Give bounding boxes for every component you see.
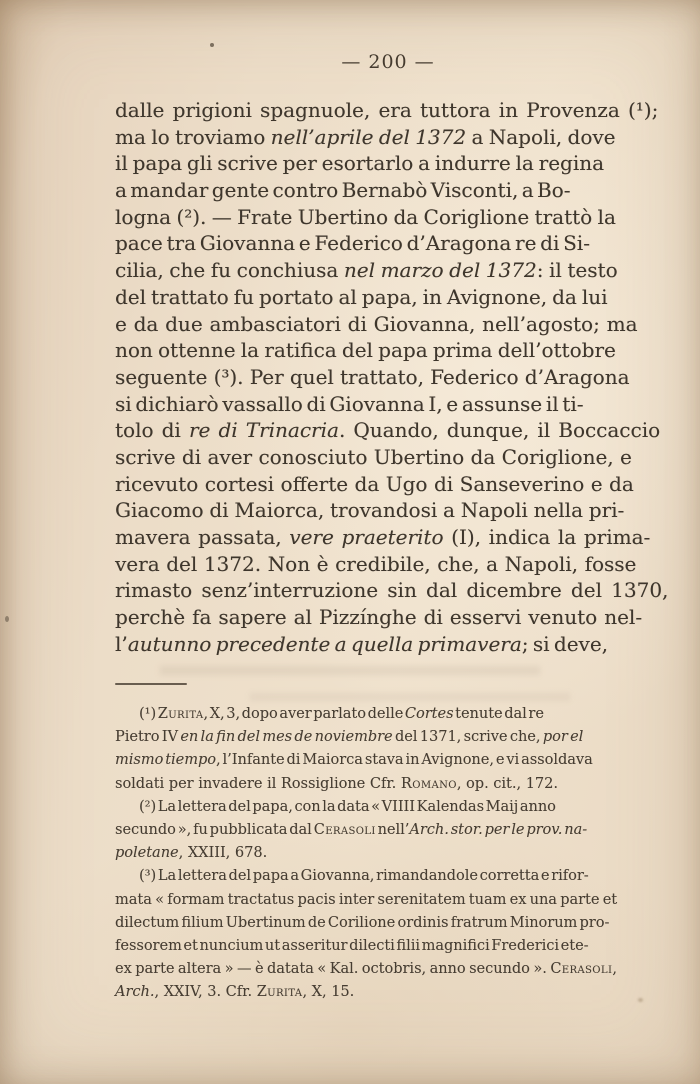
text-segment: re di Trinacria [188, 418, 339, 443]
text-line [115, 773, 647, 796]
text-segment: logna (²). — Frate Ubertino da Coriglione trattò la [115, 204, 616, 229]
text-segment: . Quando, dunque, il Boccaccio [338, 418, 661, 443]
text-line [115, 703, 647, 726]
text-segment: poletane [115, 845, 179, 862]
ink-bleedthrough [250, 693, 570, 701]
text-segment: vera del 1372. Non è credibile, che, a Napoli, fosse [115, 551, 637, 576]
text-segment: , X, 3, dopo aver parlato delle [203, 706, 405, 722]
text-segment: : il testo [536, 258, 618, 283]
text-segment: seguente (³). Per quel trattato, Federico d’Aragona [115, 364, 630, 389]
text-segment: Romano [400, 775, 457, 792]
text-segment: autunno precedente a quella primavera [127, 631, 522, 656]
text-line [115, 819, 647, 842]
text-segment: , l’Infante di Maiorca stava in Avignone, e vi assoldava [216, 752, 593, 769]
text-segment: ; si deve, [521, 631, 609, 656]
text-segment: en la fin del mes de noviembre [180, 729, 393, 746]
text-line [115, 631, 632, 658]
text-segment: tenute dal re [453, 706, 544, 722]
text-line [115, 497, 632, 524]
text-line [115, 204, 632, 231]
text-line [115, 958, 647, 981]
footnote-separator [115, 683, 187, 685]
text-segment: ricevuto cortesi offerte da Ugo di Sanseverino e da [115, 471, 634, 496]
text-segment: mata « formam tractatus pacis inter serenitatem tuam ex una parte et [115, 891, 618, 908]
text-line [115, 471, 632, 498]
text-segment: mavera passata, [115, 525, 290, 549]
text-segment: nell’aprile del 1372 [270, 124, 467, 149]
text-line [115, 935, 647, 958]
text-line [115, 337, 632, 364]
text-segment: a Napoli, dove [466, 124, 616, 149]
paper-speck [638, 998, 643, 1002]
text-segment: Zurita [256, 984, 303, 1001]
text-segment: soldati per invadere il Rossiglione Cfr. [115, 775, 401, 792]
text-segment: (²) La lettera del papa, con la data « VIIII Kalendas Maij anno [139, 798, 556, 815]
text-line [115, 417, 661, 444]
text-segment: fessorem et nuncium ut asseritur dilecti filii magnifici Frederici ete- [115, 937, 589, 954]
text-segment: Arch. stor. per le prov. na- [409, 821, 588, 838]
text-line [115, 577, 669, 604]
text-line [115, 524, 651, 551]
text-segment: rimasto senz’interruzione sin dal dicembre del 1370, [115, 578, 669, 603]
text-segment: , XXIII, 678. [178, 845, 268, 862]
text-segment: ex parte altera » — è datata « Kal. octobris, anno secundo ». [115, 961, 551, 978]
text-line [115, 257, 632, 284]
text-segment: cilia, che fu conchiusa [115, 258, 344, 283]
text-segment: (¹) [139, 706, 158, 722]
text-line [115, 796, 647, 819]
text-segment: non ottenne la ratifica del papa prima dell’ottobre [115, 338, 616, 363]
text-segment: nell’ [375, 821, 410, 838]
text-line [115, 150, 632, 177]
text-line [115, 364, 632, 391]
text-segment: Cerasoli [550, 961, 613, 978]
text-segment: Pietro IV [115, 729, 181, 746]
text-segment: dilectum filium Ubertinum de Corilione ordinis fratrum Minorum pro- [115, 914, 610, 931]
body-paragraph [115, 97, 669, 657]
text-segment: del trattato fu portato al papa, in Avignone, da lui [115, 284, 608, 309]
text-segment: , XXIV, 3. Cfr. [154, 984, 257, 1001]
text-segment: ma lo troviamo [115, 124, 271, 149]
footnotes-block [115, 703, 647, 1004]
text-segment: (³) La lettera del papa a Giovanna, rimandandole corretta e rifor- [139, 868, 589, 885]
text-line [115, 97, 659, 124]
text-line [115, 124, 632, 151]
text-segment: por el [542, 729, 584, 746]
text-line [115, 726, 647, 749]
text-line [115, 311, 638, 338]
text-line [115, 981, 647, 1004]
text-segment: Cerasoli [313, 821, 376, 838]
text-segment: il papa gli scrive per esortarlo a indurre la regina [115, 151, 605, 176]
text-segment: (I), indica la prima- [443, 525, 651, 549]
text-segment: nel marzo del 1372 [343, 258, 537, 283]
text-segment: del 1371, scrive che, [392, 729, 543, 746]
text-segment: tolo di [115, 418, 189, 443]
text-segment: Arch. [115, 984, 155, 1001]
text-segment: Zurita [157, 706, 204, 722]
text-segment: Cortes [404, 706, 454, 722]
text-line [115, 865, 647, 888]
text-segment: pace tra Giovanna e Federico d’Aragona re di Si- [115, 231, 590, 256]
text-segment: , [612, 961, 617, 978]
paper-speck [210, 43, 214, 47]
text-segment: Giacomo di Maiorca, trovandosi a Napoli nella pri- [115, 498, 625, 523]
text-line [115, 749, 647, 772]
text-segment: scrive di aver conosciuto Ubertino da Coriglione, e [115, 444, 632, 469]
text-segment: vere praeterito [289, 525, 444, 549]
text-line [115, 604, 643, 631]
text-segment: secundo », fu pubblicata dal [115, 821, 314, 838]
text-line [115, 889, 647, 912]
text-line [115, 391, 632, 418]
text-line [115, 842, 647, 865]
text-segment: perchè fa sapere al Pizzínghe di esservi venuto nel- [115, 605, 643, 630]
text-segment: , op. cit., 172. [456, 775, 558, 792]
text-segment: a mandar gente contro Bernabò Visconti, a Bo- [115, 178, 571, 203]
text-segment: si dichiarò vassallo di Giovanna I, e assunse il ti- [115, 391, 584, 416]
text-segment: dalle prigioni spagnuole, era tuttora in Provenza (¹); [115, 98, 659, 122]
text-line [115, 551, 637, 578]
text-line [115, 230, 632, 257]
ink-bleedthrough [160, 666, 540, 675]
text-line [115, 284, 632, 311]
text-line [115, 177, 632, 204]
text-segment: l’ [115, 631, 128, 656]
text-line [115, 912, 647, 935]
page-number: — 200 — [341, 51, 435, 73]
text-segment: e da due ambasciatori di Giovanna, nell’agosto; ma [115, 311, 638, 336]
text-line [115, 444, 632, 471]
text-segment: mismo tiempo [115, 752, 217, 769]
paper-speck [5, 616, 9, 622]
text-segment: , X, 15. [302, 984, 355, 1001]
